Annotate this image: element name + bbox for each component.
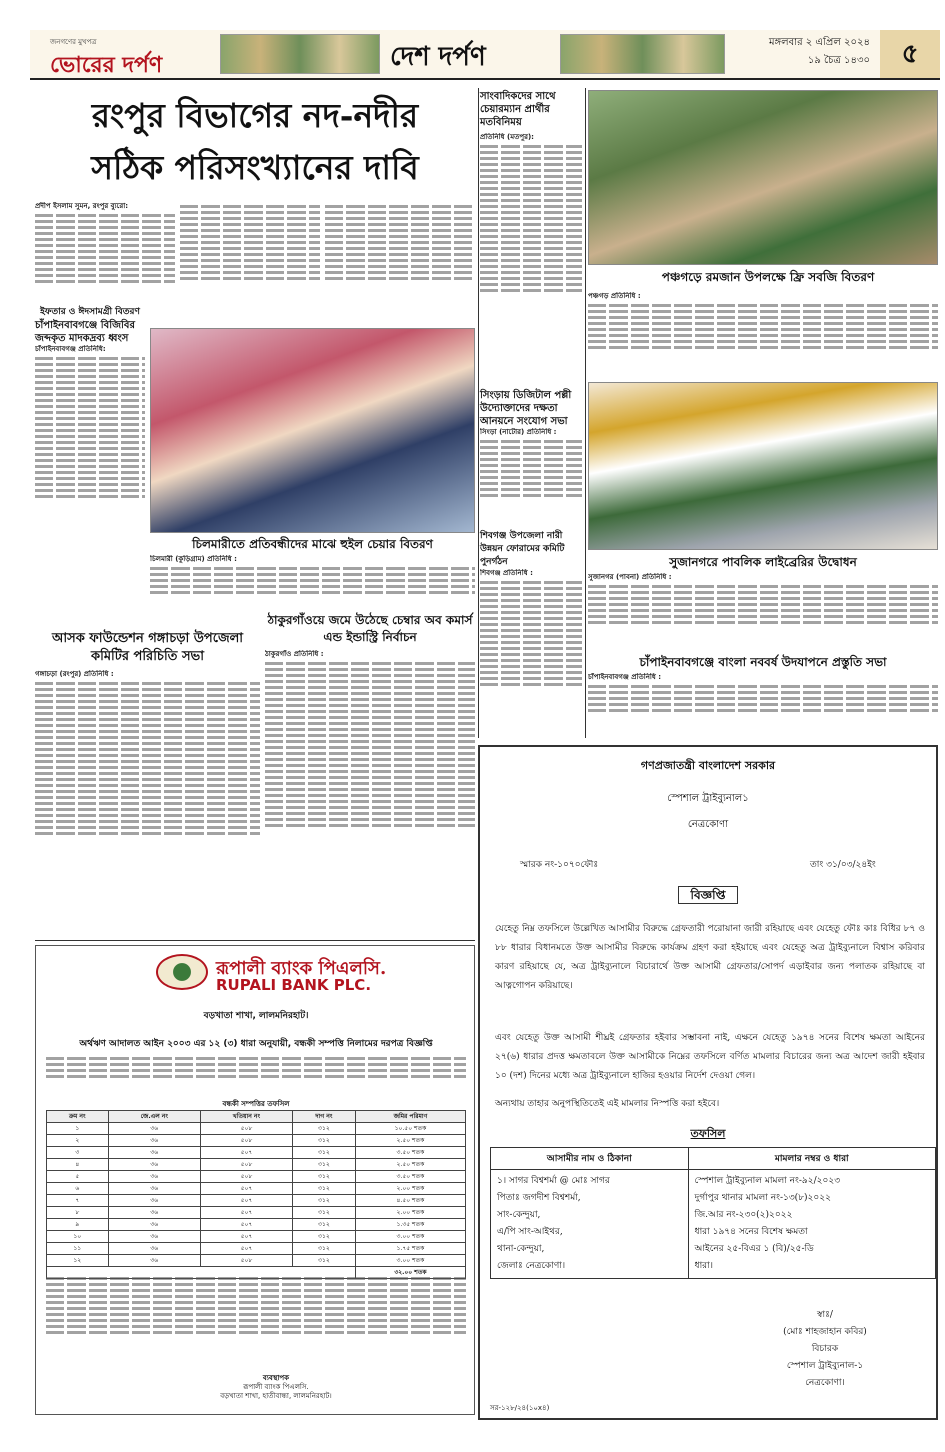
section-rule [35,940,475,941]
bank-table-cell: ৩৬ [108,1183,200,1195]
story-editor-meeting[interactable] [480,90,582,530]
bank-table-cell: ৩৬ [108,1195,200,1207]
bank-footer-1: ব্যবস্থাপক [262,1374,290,1382]
bank-table-cell: ৩৬ [108,1147,200,1159]
lead-headline[interactable] [35,90,475,194]
bank-table-cell: ৩১২ [292,1255,355,1267]
committee-headline: শিবগঞ্জ উপজেলা নারী উন্নয়ন ফোরামের কমিটি পুনর্গঠন [480,531,565,567]
bank-table-cell: ৮ [47,1207,109,1219]
bank-table-header: ক্রম নং [47,1111,109,1123]
logo-text: ভোরের দর্পণ [50,52,163,78]
gov-header: গণপ্রজাতন্ত্রী বাংলাদেশ সরকার [640,759,776,772]
market-body [588,292,938,380]
ask-body [35,670,260,930]
masthead-photo-strip-left [220,34,380,74]
bank-table-cell: ৩১২ [292,1243,355,1255]
bank-table-cell: ৩৬ [108,1171,200,1183]
bank-terms [46,1274,466,1369]
bank-table-row [47,1195,466,1207]
gov-memo: স্মারক নং-১০৭০ফৌঃ [520,860,599,870]
gov-ref: সর-১২৮/২৪(১০x৪) [490,1404,550,1412]
story-digital-byline: সিংড়া (নাটোর) প্রতিনিধি : [480,428,557,436]
bank-table-row [47,1207,466,1219]
logo-tagline: জনগণের মুখপত্র [50,38,97,46]
newspaper-logo[interactable] [50,36,162,85]
case-line: ধারা ১৯৭৪ সনের বিশেষ ক্ষমতা [694,1227,808,1237]
rupali-bank-notice[interactable] [35,945,475,1415]
lead-column-3 [325,202,475,302]
bank-table-header: খতিয়ান নং [200,1111,292,1123]
bank-table-cell: ৩১২ [292,1123,355,1135]
bank-table-cell: ৩.৫০ শতক [355,1171,465,1183]
accused-line: সাং-কেন্দুয়া, [497,1210,541,1220]
bank-table-cell: ১.৩৫ শতক [355,1219,465,1231]
bank-table-cell: ৫০৭ [200,1219,292,1231]
bank-table-cell: ৫০৭ [200,1207,292,1219]
bgb-byline: চাঁপাইনবাবগঞ্জ প্রতিনিধি: [35,345,106,353]
bank-table-cell: ১ [47,1123,109,1135]
gov-schedule-title: তফসিল [690,1127,726,1140]
accused-line: পিতাঃ জগদীশ বিশ্বশর্মা, [497,1193,581,1203]
bank-table-cell: ৩১২ [292,1219,355,1231]
bank-table-cell: ৯ [47,1219,109,1231]
story-committee[interactable] [480,530,582,740]
gov-para-2: এবং যেহেতু উক্ত আসামী শীঘ্রই গ্রেফতার হইবার সম্ভাবনা নাই, এক্ষনে যেহেতু ১৯৭৪ সনের বিশেষ ক্ষমতা আইনের ২৭(৬) ধারার প্রদত্ত ক্ষমতাবলে উক্ত আসামীকে নিম্নের তফসিলে বর্ণিত মামলার বিচারের জন্য অত্র আদেশ জারী হইবার ১০ (দশ) দিনের মধ্যে অত্র ট্রাইব্যুনালে হাজির হওয়ার নির্দেশ দেওয়া গেল। [495,1033,925,1081]
iftar-headline: ইফতার ও ঈদসামগ্রী বিতরণ [40,307,140,317]
market-byline: পঞ্চগড় প্রতিনিধি : [588,292,641,300]
sig-line: (মোঃ শাহজাহান কবির) [783,1327,867,1337]
wheelchair-caption[interactable]: চিলমারীতে প্রতিবন্ধীদের মাঝে হুইল চেয়ার বিতরণ [192,537,433,551]
column-rule [478,88,479,738]
sig-line: বিচারক [811,1344,839,1354]
bank-table-cell: ৩৬ [108,1255,200,1267]
date-gregorian: মঙ্গলবার ২ এপ্রিল ২০২৪ [768,37,870,48]
story-digital-headline: সিংড়ায় ডিজিটাল পল্লী উদ্যোক্তাদের দক্ষতা আনয়নে সংযোগ সভা [480,390,572,427]
story-digital-body [480,428,582,528]
case-line: ধারা। [694,1261,713,1271]
thakurgaon-headline: ঠাকুরগাঁওয়ে জমে উঠেছে চেম্বার অব কমার্স এন্ড ইন্ডাস্ট্রি নির্বাচন [267,613,473,644]
bank-notice-intro [46,1054,466,1094]
bank-table-row [47,1135,466,1147]
sig-line: স্বাঃ/ [817,1310,833,1320]
bank-schedule-title: বন্ধকী সম্পত্তির তফসিল [222,1100,290,1108]
sig-line: স্পেশাল ট্রাইব্যুনাল-১ [786,1361,864,1371]
accused-line: এ/পি সাং-আইথর, [497,1227,563,1237]
lead-column-1 [35,202,175,302]
bank-table-cell: ৪.৫০ শতক [355,1195,465,1207]
bank-footer-2: রূপালী ব্যাংক পিএলসি. [243,1383,309,1391]
wheelchair-body [150,555,475,605]
bgb-body [35,345,145,595]
bank-notice-title: অর্থঋণ আদালত আইন ২০০৩ এর ১২ (৩) ধারা অনুযায়ী, বন্ধকী সম্পত্তি নিলামের দরপত্র বিজ্ঞপ্তি [79,1039,433,1049]
bank-table-cell: ৫ [47,1171,109,1183]
bank-branch: বড়খাতা শাখা, লালমনিরহাট। [203,1011,309,1021]
bank-table-cell: ২ [47,1135,109,1147]
bank-table-row [47,1159,466,1171]
bank-table-cell: ৫০৮ [200,1135,292,1147]
case-line: স্পেশাল ট্রাইব্যুনাল মামলা নং-৯২/২০২৩ [694,1176,841,1186]
bank-table-row [47,1243,466,1255]
bank-table-cell: ৩১২ [292,1207,355,1219]
case-line: জি.আর নং-২৩০(২)২০২২ [694,1210,793,1220]
library-byline: সুজানগর (পাবনা) প্রতিনিধি : [588,573,672,581]
thakurgaon-byline: ঠাকুরগাঁও প্রতিনিধি : [265,650,324,658]
gov-para-3: অন্যথায় তাহার অনুপস্থিতিতেই এই মামলার নিস্পত্তি করা হইবে। [495,1099,720,1109]
bank-table-cell: ৩১২ [292,1159,355,1171]
library-body [588,573,938,653]
bank-table-cell: ২.০০ শতক [355,1183,465,1195]
gov-tribunal: স্পেশাল ট্রাইব্যুনাল১ [667,793,749,804]
photo-vegetable-distribution [588,90,938,265]
bank-table-cell: ৫০৮ [200,1255,292,1267]
bank-table-header: দাগ নং [292,1111,355,1123]
section-title: দেশ দর্পণ [390,42,486,72]
gov-col-case: মামলার নম্বর ও ধারা [688,1148,935,1170]
accused-line: ১। সাগর বিশ্বশর্মা @ মোঃ সাগর [497,1176,610,1186]
gov-accused-cell [491,1170,689,1279]
bank-table-cell: ১০.৫০ শতক [355,1123,465,1135]
thakurgaon-body [265,650,475,930]
gov-case-cell [688,1170,935,1279]
gov-col-accused: আসামীর নাম ও ঠিকানা [491,1148,689,1170]
bgb-headline: চাঁপাইনবাবগঞ্জে বিজিবির জব্দকৃত মাদকদ্রব্য ধ্বংস [35,320,135,344]
bank-table-cell: ১০ [47,1231,109,1243]
bank-table-cell: ৩.০০ শতক [355,1255,465,1267]
story-editor-byline: প্রতিনিধি (মতপুর): [480,133,534,141]
bank-name-bengali: রূপালী ব্যাংক পিএলসি. [216,958,387,979]
bank-signature [216,1374,336,1401]
bank-table-cell: ৩.০০ শতক [355,1231,465,1243]
bank-table-cell: ৩১২ [292,1171,355,1183]
bank-table-cell: ৪ [47,1159,109,1171]
gov-date: তাং ৩১/০৩/২৪ইং [810,860,876,870]
bank-table-cell: ৫০৭ [200,1147,292,1159]
case-line: আইনের ২৫-বিএর ১ (বি)/২৫-ডি [694,1244,814,1254]
bank-table-cell: ২.৫০ শতক [355,1159,465,1171]
newyear-body [588,673,938,733]
sig-line: নেত্রকোণা। [805,1378,845,1388]
bank-table-header: জমির পরিমাণ [355,1111,465,1123]
bank-table-row [47,1183,466,1195]
gov-district: নেত্রকোণা [687,819,729,830]
bank-table-cell: ৫০৭ [200,1231,292,1243]
bank-table-row [47,1123,466,1135]
bank-table-cell: ৩৬ [108,1231,200,1243]
bank-table-cell: ৩.৫০ শতক [355,1147,465,1159]
accused-line: থানা-কেন্দুয়া, [497,1244,545,1254]
newyear-headline: চাঁপাইনবাবগঞ্জে বাংলা নববর্ষ উদযাপনে প্রস্তুতি সভা [639,655,887,669]
bank-table-cell: ৩৬ [108,1207,200,1219]
gov-notice-title-text: বিজ্ঞপ্তি [678,886,739,904]
story-ask-foundation[interactable] [35,630,260,935]
photo-library-inauguration [588,382,938,550]
bank-table-cell: ৩৬ [108,1159,200,1171]
bank-name-english: RUPALI BANK PLC. [216,976,372,994]
bank-table-cell: ৩১২ [292,1135,355,1147]
bank-table-row [47,1231,466,1243]
bank-table-cell: ৬ [47,1183,109,1195]
bank-table-cell: ৭ [47,1195,109,1207]
lead-headline-line1: রংপুর বিভাগের নদ-নদীর [91,96,419,135]
bank-table-cell: ৫০৮ [200,1159,292,1171]
bank-table-total: ৩২.০০ শতক [355,1267,465,1279]
photo-wheelchair-distribution [150,328,475,533]
bank-table-header: জে.এল নং [108,1111,200,1123]
bank-table-cell: ১১ [47,1243,109,1255]
bank-table-cell: ৩ [47,1147,109,1159]
library-caption[interactable]: সুজানগরে পাবলিক লাইব্রেরির উদ্বোধন [669,555,857,569]
bank-table-cell: ২.০০ শতক [355,1207,465,1219]
accused-line: জেলাঃ নেত্রকোণা। [497,1261,566,1271]
bank-table-cell: ৩১২ [292,1195,355,1207]
gov-notice-title [480,887,936,907]
gov-para-1: যেহেতু নিম্ন তফসিলে উল্লেখিত আসামীর বিরুদ্ধে গ্রেফতারী পরোয়ানা জারী রহিয়াছে এবং যেহেতু ফৌঃ কাঃ বিধির ৮৭ ও ৮৮ ধারার বিধানমতে উক্ত আসামীর বিরুদ্ধে কার্যক্রম গ্রহণ করা হইয়াছে এবং যেহেতু অত্র ট্রাইব্যুনালে বিশ্বাস করিবার কারণ রহিয়াছে যে, অত্র ট্রাইব্যুনালে বিচারার্থে উক্ত আসামী গ্রেফতার/সোপর্দ এড়াইবার জন্য পলাতক রহিয়াছে বা আত্নগোপন করিয়াছে। [495,924,925,991]
bank-table-cell: ৩৬ [108,1123,200,1135]
committee-byline: শিবগঞ্জ প্রতিনিধি : [480,569,533,577]
bank-table-cell: ৩৬ [108,1219,200,1231]
masthead [30,30,940,80]
wheelchair-byline: চিলমারী (কুড়িগ্রাম) প্রতিনিধি : [150,555,237,563]
bank-schedule-table [46,1110,466,1279]
gov-signature [730,1307,920,1392]
story-editor-headline: সাংবাদিকদের সাথে চেয়ারম্যান প্রার্থীর মতবিনিময় [480,91,556,128]
market-caption[interactable]: পঞ্চগড়ে রমজান উপলক্ষে ফ্রি সবজি বিতরণ [661,270,875,284]
date-block [730,34,870,70]
ask-byline: গঙ্গাচড়া (রংপুর) প্রতিনিধি : [35,670,114,678]
bank-table-cell: ১.৭৫ শতক [355,1243,465,1255]
bank-table-cell: ৩১২ [292,1231,355,1243]
bank-table-row [47,1171,466,1183]
bank-table-row [47,1147,466,1159]
tribunal-notice[interactable] [478,745,938,1420]
bank-table-cell: ৫০৭ [200,1195,292,1207]
bank-table-cell: ৫০৭ [200,1183,292,1195]
story-new-year[interactable] [588,655,938,740]
bank-table-cell: ৫০৮ [200,1123,292,1135]
story-bgb[interactable] [35,306,145,626]
lead-byline: প্রদীপ ইসলাম সুমন, রংপুর ব্যুরো: [35,202,129,210]
date-bengali: ১৯ চৈত্র ১৪৩০ [807,55,870,66]
page-number: ৫ [880,30,940,78]
newyear-byline: চাঁপাইনবাবগঞ্জ প্রতিনিধি : [588,673,662,681]
bank-table-cell: ৩১২ [292,1147,355,1159]
committee-body [480,569,582,749]
bank-table-row [47,1255,466,1267]
column-rule [585,88,586,738]
bank-footer-3: বড়খাতা শাখা, হাতীবান্ধা, লালমনিরহাট। [220,1392,332,1400]
bank-table-row [47,1219,466,1231]
bank-table-cell: ২.৫০ শতক [355,1135,465,1147]
bank-table-cell: ৫০৭ [200,1243,292,1255]
masthead-photo-strip-right [560,34,725,74]
bank-table-cell: ৫০৮ [200,1171,292,1183]
gov-schedule-table [490,1147,936,1279]
bank-table-cell: ৩১২ [292,1183,355,1195]
bank-table-cell: ৩৬ [108,1243,200,1255]
bank-logo-icon [156,954,208,990]
story-thakurgaon[interactable] [265,612,475,937]
bank-table-cell: ৩৬ [108,1135,200,1147]
lead-headline-line2: সঠিক পরিসংখ্যানের দাবি [91,148,419,187]
lead-column-2 [180,202,320,302]
case-line: দুর্গাপুর থানার মামলা নং-১৩(৮)২০২২ [694,1193,831,1203]
bank-table-cell: ১২ [47,1255,109,1267]
ask-headline: আসক ফাউন্ডেশন গঙ্গাচড়া উপজেলা কমিটির পরিচিতি সভা [51,631,244,664]
story-editor-body [480,133,582,383]
